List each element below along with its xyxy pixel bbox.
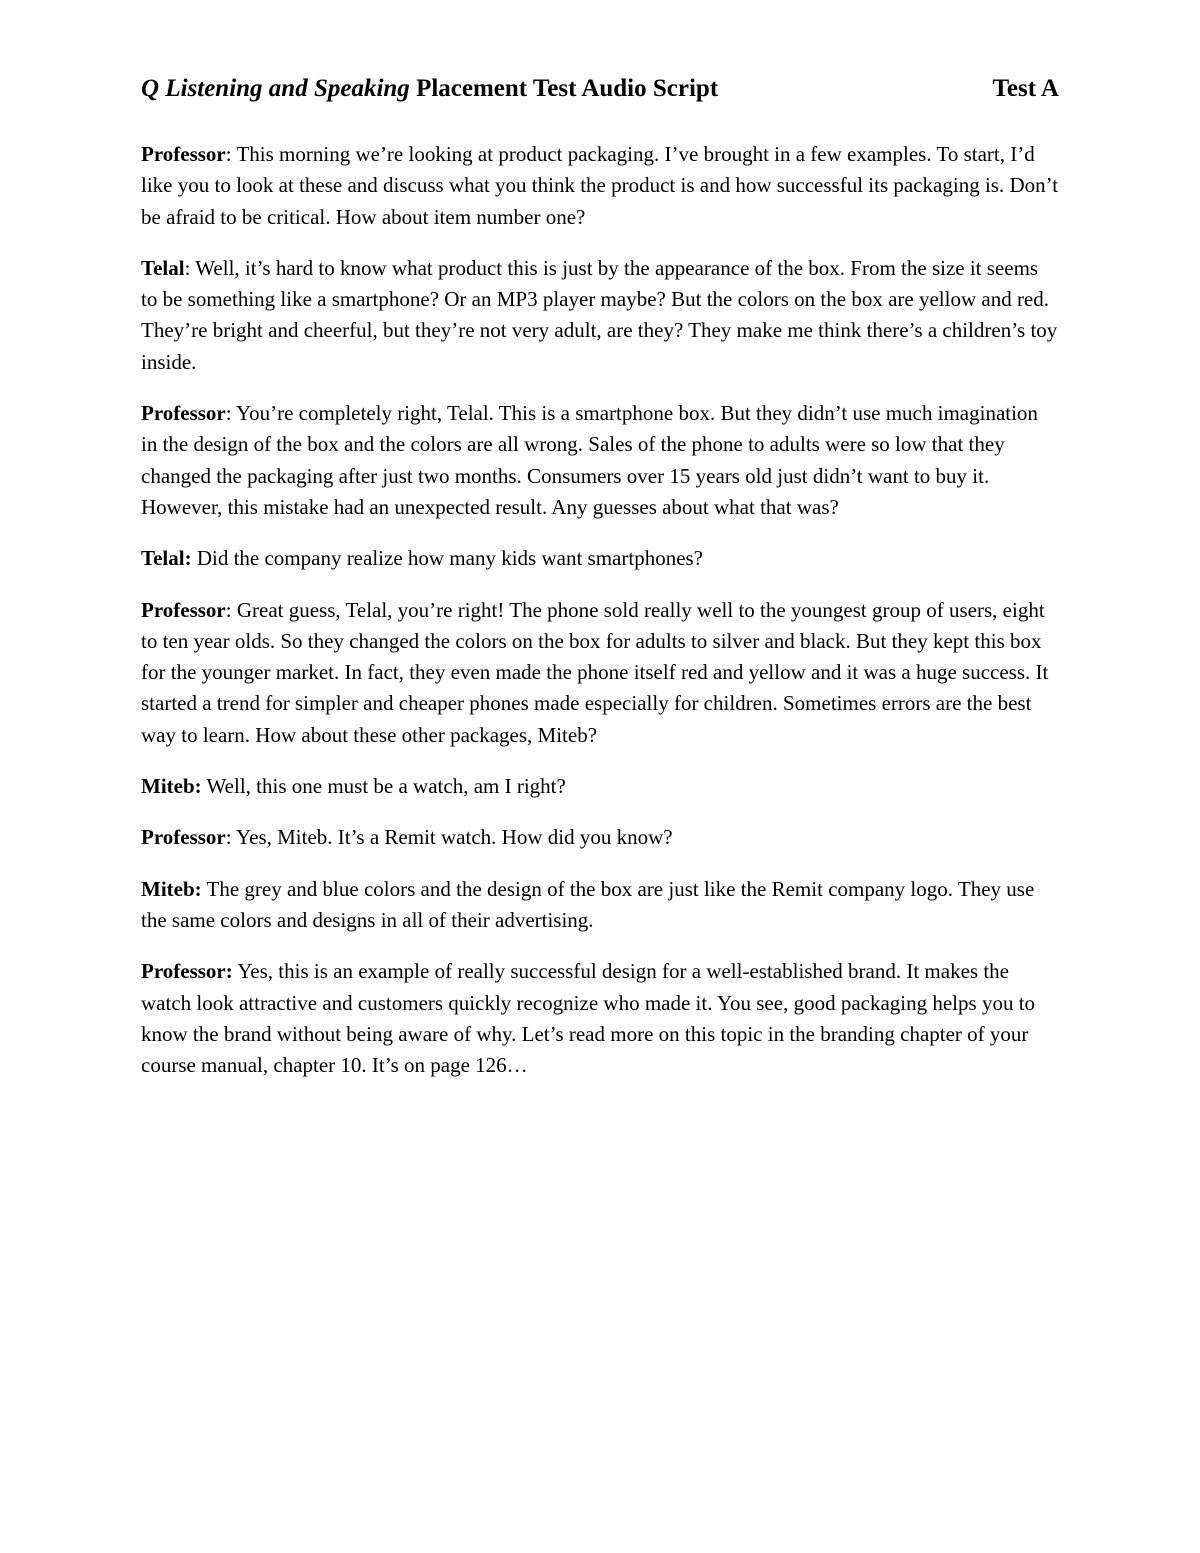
dialogue-turn: [141, 956, 1059, 1081]
speech-text: : This morning we’re looking at product packaging. I’ve brought in a few examples. To start, I’d like you to look at these and discuss what you think the product is and how successful its packaging is. Don’t be afraid to be critical. How about item number one?: [141, 142, 1059, 229]
audio-script-body: [141, 139, 1059, 1101]
speaker-name: Miteb:: [141, 774, 202, 799]
speech-text: : Great guess, Telal, you’re right! The phone sold really well to the youngest group of users, eight to ten year olds. So they changed the colors on the box for adults to silver and black. But they kept this box for the younger market. In fact, they even made the phone itself red and yellow and it was a huge success. It started a trend for simpler and cheaper phones made especially for children. Sometimes errors are the best way to learn. How about these other packages, Miteb?: [141, 597, 1049, 747]
speaker-name: Professor: [141, 597, 226, 622]
speech-text: The grey and blue colors and the design of the box are just like the Remit company logo. They use the same colors and designs in all of their advertising.: [141, 876, 1035, 932]
dialogue-turn: [141, 874, 1059, 937]
speaker-name: Professor: [141, 825, 226, 850]
speech-text: Yes, this is an example of really successful design for a well-established brand. It makes the watch look attractive and customers quickly recognize who made it. You see, good packaging helps you to know the brand without being aware of why. Let’s read more on this topic in the branding chapter of your course manual, chapter 10. It’s on page 126…: [141, 959, 1036, 1078]
speech-text: : Well, it’s hard to know what product this is just by the appearance of the box. From the size it seems to be something like a smartphone? Or an MP3 player maybe? But the colors on the box are yellow and red. They’re bright and cheerful, but they’re not very adult, are they? They make me think there’s a children’s toy inside.: [141, 255, 1058, 374]
dialogue-turn: [141, 398, 1059, 523]
speaker-name: Professor: [141, 401, 226, 426]
speech-text: Well, this one must be a watch, am I right?: [201, 774, 566, 799]
speaker-name: Miteb:: [141, 876, 202, 901]
speech-text: Did the company realize how many kids want smartphones?: [191, 546, 704, 571]
document-title: [141, 72, 718, 106]
speech-text: : You’re completely right, Telal. This is a smartphone box. But they didn’t use much imagination in the design of the box and the colors are all wrong. Sales of the phone to adults were so low that they changed the packaging after just two months. Consumers over 15 years old just didn’t want to buy it. However, this mistake had an unexpected result. Any guesses about what that was?: [141, 401, 1038, 519]
speaker-name: Telal:: [141, 546, 192, 571]
dialogue-turn: [141, 543, 1059, 574]
dialogue-turn: [141, 595, 1059, 751]
dialogue-turn: [141, 771, 1059, 802]
test-label: Test A: [992, 75, 1059, 102]
dialogue-turn: [141, 139, 1059, 233]
dialogue-turn: [141, 253, 1059, 378]
title-book-name: Q Listening and Speaking: [141, 75, 410, 102]
dialogue-turn: [141, 822, 1059, 853]
speaker-name: Professor: [141, 142, 226, 166]
speaker-name: Telal: [141, 255, 185, 280]
page-header: [141, 72, 1059, 106]
title-description: Placement Test Audio Script: [409, 75, 719, 102]
speech-text: : Yes, Miteb. It’s a Remit watch. How did you know?: [225, 825, 673, 850]
speaker-name: Professor:: [141, 959, 233, 984]
